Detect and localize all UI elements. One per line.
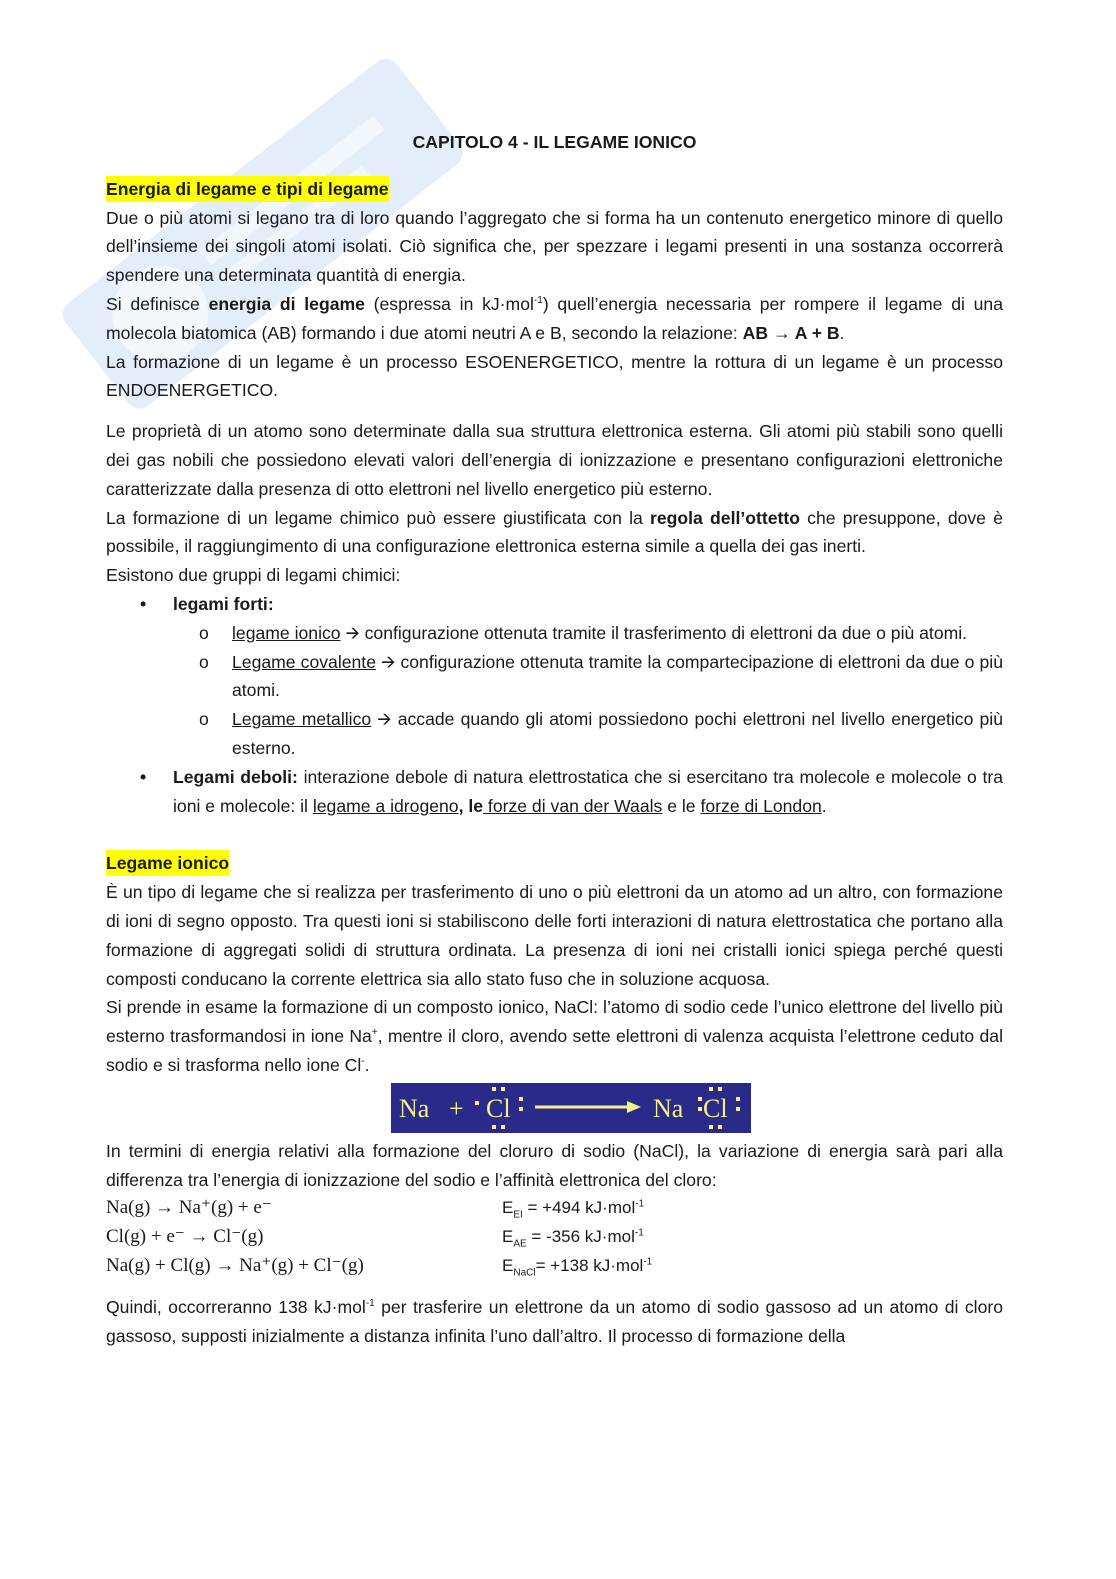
paragraph: La formazione di un legame è un processo ESOENERGETICO, mentre la rottura di un legame è un processo ENDOENERGETICO. — [106, 351, 1003, 401]
equation-row — [106, 1252, 1003, 1281]
energy-value: $E_{NaCl}= +138$ kJ·mol$^{-1}$ — [502, 1256, 653, 1279]
equation: Na(g) → Na⁺(g) + e⁻ — [106, 1197, 272, 1219]
section-heading-energia: Energia di legame e tipi di legame — [106, 176, 389, 202]
plus-sign: + — [448, 1093, 464, 1123]
equation-list — [106, 1194, 1003, 1281]
equation-row — [106, 1194, 1003, 1223]
list-item: • legami forti: — [140, 593, 274, 614]
list-item: o Legame covalente 🡪 configurazione ottenuta tramite la compartecipazione di elettroni da due o più atomi. — [199, 651, 1004, 701]
paragraph: La formazione di un legame chimico può essere giustificata con la regola dell’ottetto che presuppone, dove è possibile, il raggiungimento di una configurazione elettronica esterna simile a quella dei gas inerti. — [106, 507, 1003, 557]
na-product-label: Na — [652, 1093, 683, 1123]
equation-row — [106, 1223, 1003, 1252]
energy-value: $E_{EI} = +494$ kJ·mol$^{-1}$ — [502, 1198, 645, 1221]
cl-product-label: Cl — [702, 1093, 728, 1123]
list-item: • Legami deboli: interazione debole di natura elettrostatica che si esercitano tra molecole e molecole o tra ioni e molecole: il legame a idrogeno, le forze di van der Waals e le forze di London. — [140, 766, 1003, 816]
paragraph: Quindi, occorreranno 138 kJ·mol$^{-1}$ per trasferire un elettrone da un atomo di sodio gassoso ad un atomo di cloro gassoso, supposti inizialmente a distanza infinita l’uno dall’altro. Il processo di formazione della — [106, 1297, 1003, 1347]
lewis-nacl-figure — [391, 1083, 751, 1133]
paragraph: Esistono due gruppi di legami chimici: — [106, 565, 401, 586]
paragraph: Le proprietà di un atomo sono determinate dalla sua struttura elettronica esterna. Gli atomi più stabili sono quelli dei gas nobili che possiedono elevati valori dell’energia di ionizzazione e presentano configurazioni elettroniche caratterizzate dalla presenza di otto elettroni nel livello energetico più esterno. — [106, 421, 1003, 499]
bond-types-list — [106, 590, 1003, 820]
energy-value: $E_{AE} = -356$ kJ·mol$^{-1}$ — [502, 1227, 644, 1250]
paragraph: Si prende in esame la formazione di un composto ionico, NaCl: l’atomo di sodio cede l’unico elettrone del livello più esterno trasformandosi in ione Na+, mentre il cloro, avendo sette elettroni di valenza acquista l’elettrone ceduto dal sodio e si trasforma nello ione Cl-. — [106, 997, 1003, 1075]
list-item: o Legame metallico 🡪 accade quando gli atomi possiedono pochi elettroni nel livello energetico più esterno. — [199, 709, 1004, 758]
page-title: CAPITOLO 4 - IL LEGAME IONICO — [412, 132, 697, 152]
list-item: o legame ionico 🡪 configurazione ottenuta tramite il trasferimento di elettroni da due o più atomi. — [199, 622, 968, 643]
paragraph: Si definisce energia di legame (espressa in kJ·mol$^{-1}$) quell’energia necessaria per rompere il legame di una molecola biatomica (AB) formando i due atomi neutri A e B, secondo la relazione: AB → A + B. — [106, 293, 1003, 343]
paragraph: In termini di energia relativi alla formazione del cloruro di sodio (NaCl), la variazione di energia sarà pari alla differenza tra l’energia di ionizzazione del sodio e l’affinità elettronica del cloro: — [106, 1140, 1003, 1190]
paragraph: È un tipo di legame che si realizza per trasferimento di uno o più elettroni da un atomo ad un altro, con formazione di ioni di segno opposto. Tra questi ioni si stabiliscono delle forti interazioni di natura elettrostatica che portano alla formazione di aggregati solidi di struttura ordinata. La presenza di ioni nei cristalli ionici spiega perché questi composti conducano la corrente elettrica sia allo stato fuso che in soluzione acquosa. — [106, 882, 1003, 989]
equation: Cl(g) + e⁻ → Cl⁻(g) — [106, 1226, 264, 1248]
paragraph: Due o più atomi si legano tra di loro quando l’aggregato che si forma ha un contenuto energetico minore di quello dell’insieme dei singoli atomi isolati. Ciò significa che, per spezzare i legami presenti in una sostanza occorrerà spendere una determinata quantità di energia. — [106, 207, 1003, 286]
document-page — [106, 128, 1003, 1351]
cl-label: Cl — [485, 1093, 511, 1123]
section-heading-legame-ionico: Legame ionico — [106, 850, 229, 876]
equation: Na(g) + Cl(g) → Na⁺(g) + Cl⁻(g) — [106, 1255, 364, 1277]
na-label: Na — [398, 1093, 429, 1123]
